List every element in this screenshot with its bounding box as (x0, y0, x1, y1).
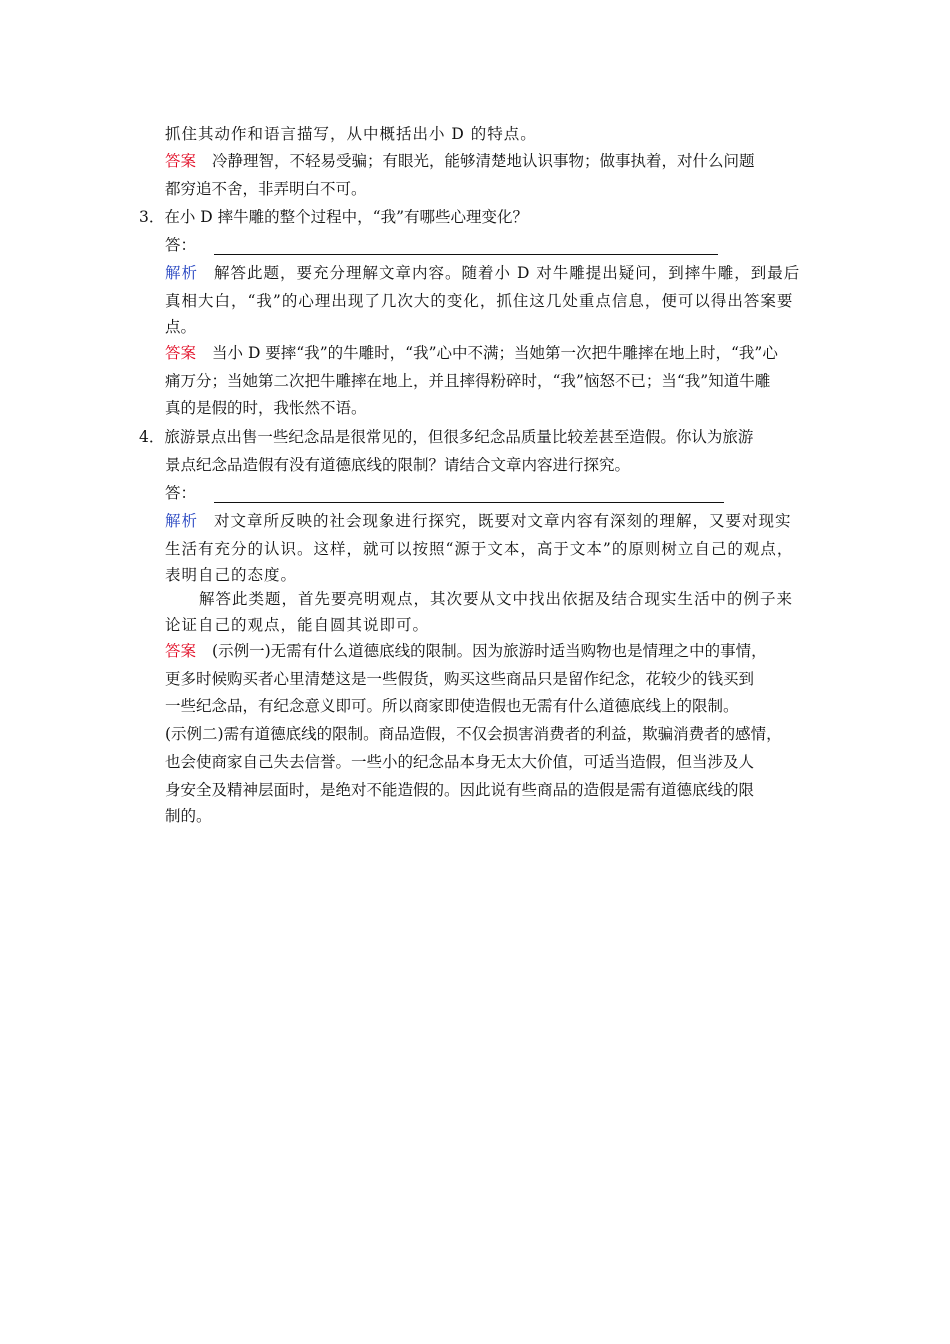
q4-answer-line-6: 身安全及精神层面时，是绝对不能造假的。因此说有些商品的造假是需有道德底线的限 (165, 781, 755, 799)
question-3 (139, 207, 528, 227)
question-4 (139, 427, 753, 447)
analysis-label: 解析 (165, 512, 199, 530)
q4-analysis-p2-line-1: 解答此类题，首先要亮明观点，其次要从文中找出依据及结合现实生活中的例子来 (199, 590, 794, 608)
question-text: 在小 D 摔牛雕的整个过程中，“我”有哪些心理变化？ (164, 208, 529, 226)
question-4-line-2: 景点纪念品造假有没有道德底线的限制？请结合文章内容进行探究。 (165, 456, 631, 474)
q4-analysis-p2-line-2: 论证自己的观点，能自圆其说即可。 (165, 616, 430, 634)
q4-answer-line-5: 也会使商家自己失去信誉。一些小的纪念品本身无太大价值，可适当造假，但当涉及人 (165, 753, 755, 771)
question-number: 4． (139, 428, 165, 446)
question-text: 旅游景点出售一些纪念品是很常见的，但很多纪念品质量比较差甚至造假。你认为旅游 (164, 428, 754, 446)
q3-answer-line-3: 真的是假的时，我怅然不语。 (165, 399, 367, 417)
q3-answer-line-2: 痛万分；当她第二次把牛雕摔在地上，并且摔得粉碎时，“我”恼怒不已；当“我”知道牛雕 (165, 372, 771, 390)
analysis-text: 解答此题，要充分理解文章内容。随着小 D 对牛雕提出疑问，到摔牛雕，到最后 (214, 264, 801, 282)
q4-answer-line-4: (示例二)需有道德底线的限制。商品造假，不仅会损害消费者的利益，欺骗消费者的感情， (165, 725, 782, 743)
q3-answer-line-1 (165, 343, 778, 363)
answer-label: 答案 (165, 152, 197, 170)
q2-answer-line-1 (165, 151, 755, 171)
q3-analysis-line-1 (165, 263, 800, 283)
q4-analysis-line-1 (165, 511, 792, 531)
q4-answer-field[interactable] (165, 483, 724, 503)
q3-answer-field[interactable] (165, 235, 718, 255)
answer-blank-line[interactable] (214, 488, 724, 503)
q3-analysis-line-3: 点。 (165, 318, 197, 336)
q4-answer-line-1 (165, 641, 767, 661)
q2-answer-line-2: 都穷追不舍，非弄明白不可。 (165, 180, 367, 198)
q4-answer-line-3: 一些纪念品，有纪念意义即可。所以商家即使造假也无需有什么道德底线上的限制。 (165, 697, 739, 715)
analysis-text: 对文章所反映的社会现象进行探究，既要对文章内容有深刻的理解，又要对现实 (214, 512, 792, 530)
answer-text: 冷静理智，不轻易受骗；有眼光，能够清楚地认识事物；做事执着，对什么问题 (212, 152, 755, 170)
q4-answer-line-7: 制的。 (165, 807, 212, 825)
answer-prompt: 答： (165, 236, 197, 254)
question-number: 3． (139, 208, 165, 226)
answer-blank-line[interactable] (214, 240, 718, 255)
q4-answer-line-2: 更多时候购买者心里清楚这是一些假货，购买这些商品只是留作纪念，花较少的钱买到 (165, 670, 755, 688)
answer-text: 当小 D 要摔“我”的牛雕时，“我”心中不满；当她第一次把牛雕摔在地上时，“我”心 (212, 344, 778, 362)
q3-analysis-line-2: 真相大白，“我”的心理出现了几次大的变化，抓住这几处重点信息，便可以得出答案要 (165, 292, 794, 310)
q2-analysis-line: 抓住其动作和语言描写，从中概括出小 D 的特点。 (165, 125, 537, 143)
answer-text: (示例一)无需有什么道德底线的限制。因为旅游时适当购物也是情理之中的事情， (212, 642, 767, 660)
answer-label: 答案 (165, 344, 197, 362)
q4-analysis-line-3: 表明自己的态度。 (165, 566, 298, 584)
answer-prompt: 答： (165, 484, 197, 502)
q4-analysis-line-2: 生活有充分的认识。这样，就可以按照“源于文本，高于文本”的原则树立自己的观点， (165, 540, 794, 558)
answer-label: 答案 (165, 642, 197, 660)
analysis-label: 解析 (165, 264, 199, 282)
